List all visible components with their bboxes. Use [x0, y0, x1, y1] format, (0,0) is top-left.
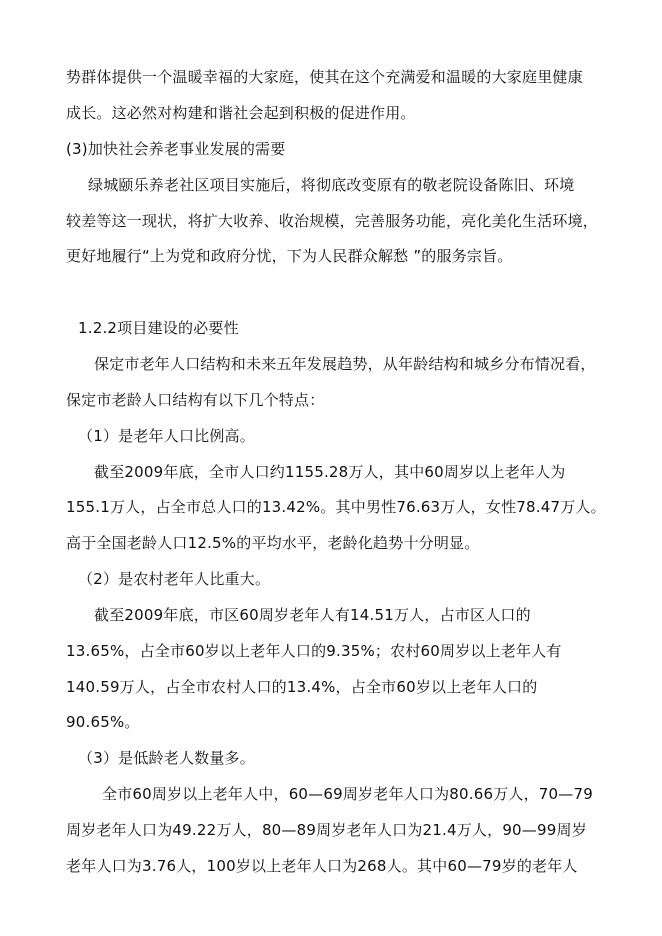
paragraph-line: 155.1万人，占全市总人口的13.42%。其中男性76.63万人，女性78.47万人。: [66, 498, 606, 516]
list-item-heading: （3）是低龄老人数量多。: [78, 749, 255, 767]
paragraph-line: 高于全国老龄人口12.5%的平均水平，老龄化趋势十分明显。: [66, 534, 480, 552]
list-item-heading: （2）是农村老年人比重大。: [78, 570, 271, 588]
paragraph-line: 90.65%。: [66, 713, 140, 731]
paragraph-line: 保定市老年人口结构和未来五年发展趋势，从年龄结构和城乡分布情况看，: [94, 355, 596, 373]
paragraph-line: 保定市老龄人口结构有以下几个特点：: [66, 391, 325, 409]
paragraph-line: 势群体提供一个温暖幸福的大家庭，使其在这个充满爱和温暖的大家庭里健康: [66, 68, 583, 86]
paragraph-line: 13.65%，占全市60岁以上老年人口的9.35%；农村60周岁以上老年人有: [66, 642, 562, 660]
paragraph-line: 截至2009年底，全市人口约1155.28万人，其中60周岁以上老年人为: [94, 463, 566, 481]
subsection-heading: 1.2.2项目建设的必要性: [78, 319, 239, 337]
paragraph-line: 截至2009年底，市区60周岁老年人有14.51万人，占市区人口的: [94, 606, 531, 624]
paragraph-line: 140.59万人，占全市农村人口的13.4%，占全市60岁以上老年人口的: [66, 678, 538, 696]
list-item-heading: （1）是老年人口比例高。: [78, 427, 255, 445]
paragraph-line: 全市60周岁以上老年人中，60—69周岁老年人口为80.66万人，70—79: [102, 785, 593, 803]
paragraph-line: 较差等这一现状，将扩大收养、收治规模，完善服务功能，亮化美化生活环境，: [66, 212, 599, 230]
paragraph-line: 老年人口为3.76人，100岁以上老年人口为268人。其中60—79岁的老年人: [66, 857, 578, 875]
paragraph-line: 周岁老年人口为49.22万人，80—89周岁老年人口为21.4万人，90—99周岁: [66, 821, 587, 839]
paragraph-line: 更好地履行“上为党和政府分忧，下为人民群众解愁 ”的服务宗旨。: [66, 247, 513, 265]
paragraph-line: 绿城颐乐养老社区项目实施后，将彻底改变原有的敬老院设备陈旧、环境: [88, 176, 575, 194]
section-heading: (3)加快社会养老事业发展的需要: [66, 140, 286, 158]
paragraph-line: 成长。这必然对构建和谐社会起到积极的促进作用。: [66, 104, 416, 122]
